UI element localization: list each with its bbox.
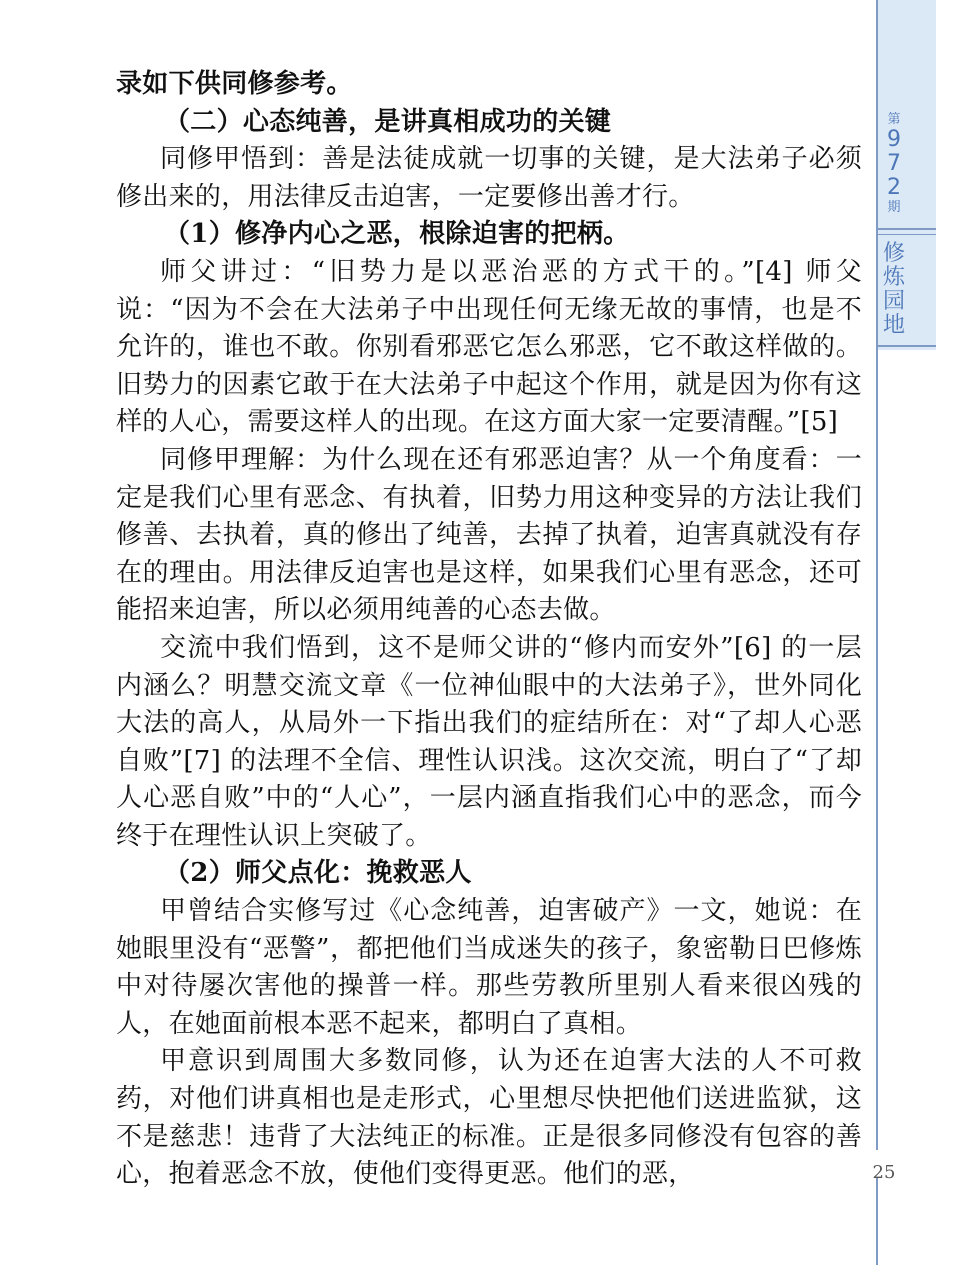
paragraph: 同修甲理解：为什么现在还有邪恶迫害？从一个角度看：一定是我们心里有恶念、有执着，旧势力用这种变异的方法让我们修善、去执着，真的修出了纯善，去掉了执着，迫害真就没有存在的理由。用法律反迫害也是这样，如果我们心里有恶念，还可能招来迫害，所以必须用纯善的心态去做。 (116, 444, 862, 626)
sidebar-rule (876, 234, 936, 235)
issue-label (880, 112, 908, 216)
subsection-heading: （1）修净内心之恶，根除迫害的把柄。 (164, 219, 630, 250)
page-number: 25 (872, 1162, 896, 1183)
gutter-divider-bottom (876, 1178, 878, 1265)
sidebar-rule (876, 345, 936, 347)
column-title (880, 242, 908, 338)
issue-digit: 9 (887, 127, 901, 152)
subsection-heading: （2）师父点化：挽救恶人 (164, 858, 472, 889)
paragraph: 录如下供同修参考。 (116, 69, 353, 99)
paragraph: 甲曾结合实修写过《心念纯善，迫害破产》一文，她说：在她眼里没有“恶警”，都把他们当成迷失的孩子，象密勒日巴修炼中对待屡次害他的操普一样。那些劳教所里别人看来很凶残的人，在她面前根本恶不起来，都明白了真相。 (116, 896, 862, 1039)
column-title-char: 地 (882, 313, 905, 338)
paragraph: 甲意识到周围大多数同修，认为还在迫害大法的人不可救药，对他们讲真相也是走形式，心里想尽快把他们送进监狱，这不是慈悲！违背了大法纯正的标准。正是很多同修没有包容的善心，抱着恶念不放，使他们变得更恶。他们的恶， (116, 1046, 862, 1190)
article-body (116, 66, 862, 1194)
issue-suffix: 期 (887, 200, 901, 215)
section-heading: （二）心态纯善，是讲真相成功的关键 (164, 106, 612, 137)
column-title-char: 炼 (882, 265, 905, 290)
column-title-char: 园 (882, 289, 905, 314)
paragraph: 交流中我们悟到，这不是师父讲的“修内而安外”[6] 的一层内涵么？明慧交流文章《一位神仙眼中的大法弟子》，世外同化大法的高人，从局外一下指出我们的症结所在：对“了却人心恶自败”[7] 的法理不全信、理性认识浅。这次交流，明白了“了却人心恶自败”中的“人心”，一层内涵直指我们心中的恶念，而今终于在理性认识上突破了。 (116, 632, 862, 851)
issue-digit: 2 (887, 175, 901, 200)
paragraph: 同修甲悟到：善是法徒成就一切事的关键，是大法弟子必须修出来的，用法律反击迫害，一定要修出善才行。 (116, 144, 862, 212)
sidebar-rule (876, 228, 936, 230)
gutter-divider (876, 0, 878, 1150)
column-title-char: 修 (882, 241, 905, 266)
paragraph: 师父讲过：“旧势力是以恶治恶的方式干的。”[4] 师父说：“因为不会在大法弟子中出现任何无缘无故的事情，也是不允许的，谁也不敢。你别看邪恶它怎么邪恶，它不敢这样做的。旧势力的因素它敢于在大法弟子中起这个作用，就是因为你有这样的人心，需要这样人的出现。在这方面大家一定要清醒。”[5] (116, 256, 862, 438)
issue-prefix: 第 (887, 112, 901, 127)
issue-digit: 7 (887, 151, 901, 176)
